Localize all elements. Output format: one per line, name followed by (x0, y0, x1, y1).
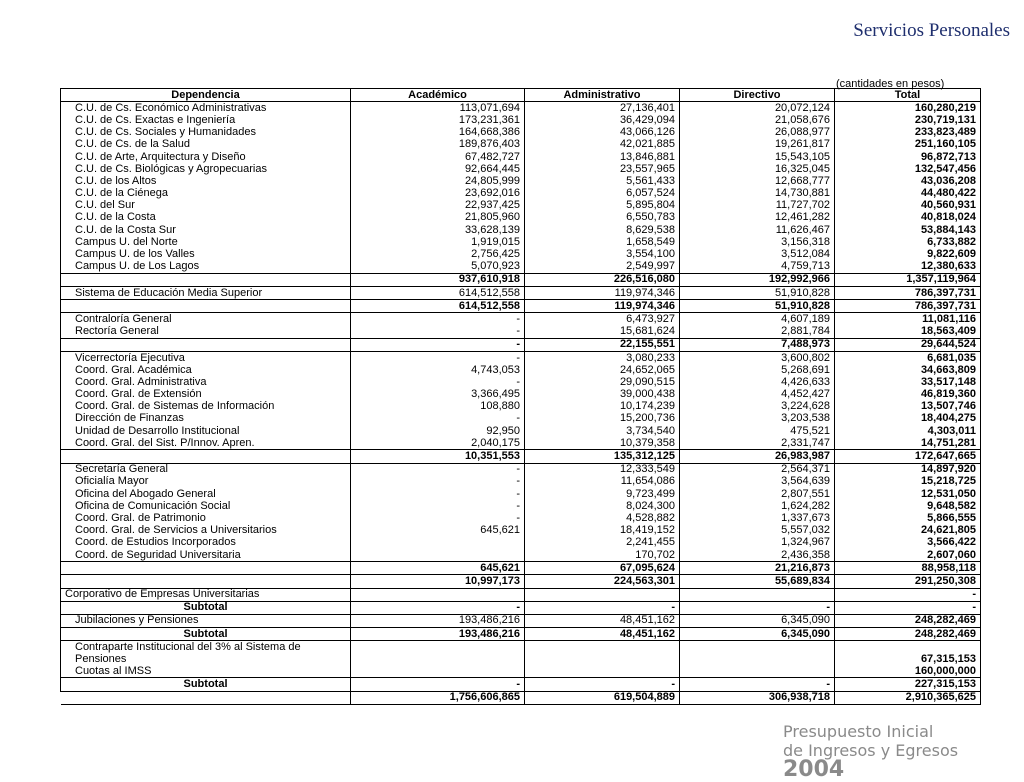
academico-cell: 2,756,425 (351, 248, 525, 260)
administrativo-cell: 619,504,889 (525, 691, 680, 704)
table-row (61, 224, 981, 236)
table-row (61, 476, 981, 488)
administrativo-cell: 18,419,152 (525, 525, 680, 537)
table-row (61, 212, 981, 224)
total-cell: 227,315,153 (835, 678, 981, 691)
subtotal-row (61, 575, 981, 588)
units-note: (cantidades en pesos) (836, 78, 945, 90)
academico-cell (351, 537, 525, 549)
academico-cell: - (351, 488, 525, 500)
administrativo-cell: 10,174,239 (525, 401, 680, 413)
administrativo-cell: 9,723,499 (525, 488, 680, 500)
administrativo-cell: 36,429,094 (525, 114, 680, 126)
total-cell: 46,819,360 (835, 389, 981, 401)
dependencia-cell: Contraparte Institucional del 3% al Sistema de Pensiones (61, 641, 351, 666)
footer-branding (783, 722, 1024, 780)
dependencia-cell: C.U. de la Costa Sur (61, 224, 351, 236)
administrativo-cell: 43,066,126 (525, 127, 680, 139)
academico-cell: - (351, 476, 525, 488)
directivo-cell: 3,156,318 (680, 236, 835, 248)
administrativo-cell: 15,681,624 (525, 326, 680, 339)
administrativo-cell: 2,549,997 (525, 261, 680, 274)
academico-cell: 92,950 (351, 425, 525, 437)
directivo-cell: 21,216,873 (680, 562, 835, 575)
total-cell: 13,507,746 (835, 401, 981, 413)
administrativo-cell: 22,155,551 (525, 338, 680, 351)
total-cell: 6,681,035 (835, 351, 981, 364)
academico-cell: 113,071,694 (351, 102, 525, 115)
academico-cell: - (351, 376, 525, 388)
total-cell: 9,648,582 (835, 500, 981, 512)
administrativo-cell: - (525, 601, 680, 614)
academico-cell: 1,919,015 (351, 236, 525, 248)
total-cell: 2,910,365,625 (835, 691, 981, 704)
dependencia-cell (61, 338, 351, 351)
total-cell: 3,566,422 (835, 537, 981, 549)
subtotal-row (61, 562, 981, 575)
directivo-cell: 306,938,718 (680, 691, 835, 704)
directivo-cell: 1,624,282 (680, 500, 835, 512)
total-cell: 233,823,489 (835, 127, 981, 139)
column-header: Administrativo (525, 89, 680, 102)
directivo-cell: 3,600,802 (680, 351, 835, 364)
directivo-cell: 19,261,817 (680, 139, 835, 151)
academico-cell: 1,756,606,865 (351, 691, 525, 704)
directivo-cell: 12,668,777 (680, 175, 835, 187)
dependencia-cell: Coord. de Seguridad Universitaria (61, 549, 351, 562)
total-cell: 29,644,524 (835, 338, 981, 351)
academico-cell: - (351, 326, 525, 339)
dependencia-cell: Subtotal (61, 678, 351, 691)
dependencia-cell: Coord. Gral. del Sist. P/Innov. Apren. (61, 437, 351, 450)
table-row (61, 665, 981, 678)
administrativo-cell (525, 641, 680, 666)
administrativo-cell: 15,200,736 (525, 413, 680, 425)
table-row (61, 287, 981, 300)
academico-cell: - (351, 500, 525, 512)
administrativo-cell: 24,652,065 (525, 364, 680, 376)
total-cell: 18,563,409 (835, 326, 981, 339)
table-body (61, 102, 981, 705)
total-cell: 40,560,931 (835, 200, 981, 212)
directivo-cell (680, 641, 835, 666)
budget-table (60, 88, 981, 705)
directivo-cell: 2,881,784 (680, 326, 835, 339)
administrativo-cell (525, 588, 680, 601)
table-row (61, 614, 981, 627)
administrativo-cell: 4,528,882 (525, 512, 680, 524)
dependencia-cell: Subtotal (61, 601, 351, 614)
administrativo-cell: 135,312,125 (525, 450, 680, 463)
administrativo-cell: 6,473,927 (525, 313, 680, 326)
table-row (61, 401, 981, 413)
total-cell: 248,282,469 (835, 614, 981, 627)
administrativo-cell: 2,241,455 (525, 537, 680, 549)
directivo-cell: 7,488,973 (680, 338, 835, 351)
table-row (61, 102, 981, 115)
total-cell: 88,958,118 (835, 562, 981, 575)
table-row (61, 200, 981, 212)
total-cell: 4,303,011 (835, 425, 981, 437)
table-row (61, 236, 981, 248)
dependencia-cell: Cuotas al IMSS (61, 665, 351, 678)
directivo-cell: 3,224,628 (680, 401, 835, 413)
administrativo-cell: 27,136,401 (525, 102, 680, 115)
administrativo-cell: 11,654,086 (525, 476, 680, 488)
academico-cell: 92,664,445 (351, 163, 525, 175)
academico-cell: 5,070,923 (351, 261, 525, 274)
academico-cell: 22,937,425 (351, 200, 525, 212)
table-row (61, 376, 981, 388)
dependencia-cell: C.U. del Sur (61, 200, 351, 212)
academico-cell: 33,628,139 (351, 224, 525, 236)
dependencia-cell (61, 691, 351, 704)
dependencia-cell: Coord. Gral. Académica (61, 364, 351, 376)
subtotal-row (61, 601, 981, 614)
total-cell: 14,897,920 (835, 463, 981, 476)
academico-cell (351, 641, 525, 666)
directivo-cell: 16,325,045 (680, 163, 835, 175)
subtotal-row (61, 338, 981, 351)
table-row (61, 114, 981, 126)
administrativo-cell: 12,333,549 (525, 463, 680, 476)
total-cell: - (835, 588, 981, 601)
table-row (61, 175, 981, 187)
academico-cell: 193,486,216 (351, 628, 525, 641)
dependencia-cell: C.U. de Arte, Arquitectura y Diseño (61, 151, 351, 163)
subtotal-row (61, 300, 981, 313)
table-row (61, 188, 981, 200)
administrativo-cell: 119,974,346 (525, 287, 680, 300)
dependencia-cell: Coord. Gral. de Sistemas de Información (61, 401, 351, 413)
total-cell: 12,380,633 (835, 261, 981, 274)
table-row (61, 389, 981, 401)
directivo-cell: 5,268,691 (680, 364, 835, 376)
administrativo-cell: 3,734,540 (525, 425, 680, 437)
total-cell: 33,517,148 (835, 376, 981, 388)
table-row (61, 512, 981, 524)
academico-cell: 645,621 (351, 525, 525, 537)
table-row (61, 364, 981, 376)
academico-cell: 2,040,175 (351, 437, 525, 450)
total-cell: 24,621,805 (835, 525, 981, 537)
subtotal-row (61, 450, 981, 463)
dependencia-cell: C.U. de la Costa (61, 212, 351, 224)
dependencia-cell: C.U. de Cs. Económico Administrativas (61, 102, 351, 115)
total-cell: 160,000,000 (835, 665, 981, 678)
total-cell: 160,280,219 (835, 102, 981, 115)
total-cell: 5,866,555 (835, 512, 981, 524)
dependencia-cell: C.U. de la Ciénega (61, 188, 351, 200)
administrativo-cell: 3,554,100 (525, 248, 680, 260)
academico-cell: 23,692,016 (351, 188, 525, 200)
table-row (61, 437, 981, 450)
table-row (61, 500, 981, 512)
academico-cell: - (351, 338, 525, 351)
directivo-cell: - (680, 678, 835, 691)
total-cell: 40,818,024 (835, 212, 981, 224)
academico-cell: - (351, 601, 525, 614)
dependencia-cell: Coord. Gral. Administrativa (61, 376, 351, 388)
dependencia-cell: Campus U. de los Valles (61, 248, 351, 260)
academico-cell: 4,743,053 (351, 364, 525, 376)
dependencia-cell: Coord. Gral. de Extensión (61, 389, 351, 401)
table-row (61, 488, 981, 500)
academico-cell: 645,621 (351, 562, 525, 575)
table-row (61, 326, 981, 339)
academico-cell: 937,610,918 (351, 273, 525, 286)
directivo-cell: 475,521 (680, 425, 835, 437)
total-cell: 132,547,456 (835, 163, 981, 175)
total-cell: 44,480,422 (835, 188, 981, 200)
academico-cell: - (351, 678, 525, 691)
subtotal-row (61, 628, 981, 641)
total-cell: 11,081,116 (835, 313, 981, 326)
academico-cell: 173,231,361 (351, 114, 525, 126)
administrativo-cell: 170,702 (525, 549, 680, 562)
footer-year: 2004 (783, 757, 845, 782)
dependencia-cell (61, 300, 351, 313)
table-row (61, 313, 981, 326)
directivo-cell (680, 665, 835, 678)
academico-cell (351, 588, 525, 601)
directivo-cell: - (680, 601, 835, 614)
dependencia-cell: Unidad de Desarrollo Institucional (61, 425, 351, 437)
directivo-cell: 1,337,673 (680, 512, 835, 524)
table-row (61, 261, 981, 274)
academico-cell: 21,805,960 (351, 212, 525, 224)
table-row (61, 351, 981, 364)
total-cell: 6,733,882 (835, 236, 981, 248)
academico-cell: - (351, 351, 525, 364)
academico-cell: 10,351,553 (351, 450, 525, 463)
table-row (61, 588, 981, 601)
dependencia-cell: C.U. de Cs. de la Salud (61, 139, 351, 151)
total-cell: 18,404,275 (835, 413, 981, 425)
dependencia-cell: Campus U. del Norte (61, 236, 351, 248)
total-cell: 2,607,060 (835, 549, 981, 562)
directivo-cell: 2,436,358 (680, 549, 835, 562)
directivo-cell: 3,512,084 (680, 248, 835, 260)
directivo-cell: 2,331,747 (680, 437, 835, 450)
directivo-cell: 15,543,105 (680, 151, 835, 163)
directivo-cell: 5,557,032 (680, 525, 835, 537)
dependencia-cell: Corporativo de Empresas Universitarias (61, 588, 351, 601)
directivo-cell: 2,807,551 (680, 488, 835, 500)
directivo-cell: 2,564,371 (680, 463, 835, 476)
directivo-cell: 4,452,427 (680, 389, 835, 401)
directivo-cell: 21,058,676 (680, 114, 835, 126)
administrativo-cell: 224,563,301 (525, 575, 680, 588)
administrativo-cell: 48,451,162 (525, 614, 680, 627)
table-row (61, 248, 981, 260)
directivo-cell: 55,689,834 (680, 575, 835, 588)
directivo-cell: 51,910,828 (680, 300, 835, 313)
table-row (61, 549, 981, 562)
dependencia-cell: Coord. de Estudios Incorporados (61, 537, 351, 549)
table-header-row (61, 89, 981, 102)
dependencia-cell: Jubilaciones y Pensiones (61, 614, 351, 627)
total-cell: 9,822,609 (835, 248, 981, 260)
administrativo-cell: 13,846,881 (525, 151, 680, 163)
dependencia-cell: Campus U. de Los Lagos (61, 261, 351, 274)
dependencia-cell: Subtotal (61, 628, 351, 641)
administrativo-cell: 29,090,515 (525, 376, 680, 388)
academico-cell: 164,668,386 (351, 127, 525, 139)
total-cell: 786,397,731 (835, 300, 981, 313)
administrativo-cell: 1,658,549 (525, 236, 680, 248)
directivo-cell: 4,759,713 (680, 261, 835, 274)
administrativo-cell (525, 665, 680, 678)
academico-cell: 3,366,495 (351, 389, 525, 401)
administrativo-cell: 42,021,885 (525, 139, 680, 151)
dependencia-cell (61, 450, 351, 463)
directivo-cell: 11,727,702 (680, 200, 835, 212)
administrativo-cell: 10,379,358 (525, 437, 680, 450)
administrativo-cell: 8,629,538 (525, 224, 680, 236)
total-cell: 53,884,143 (835, 224, 981, 236)
directivo-cell: 4,607,189 (680, 313, 835, 326)
administrativo-cell: 39,000,438 (525, 389, 680, 401)
directivo-cell: 20,072,124 (680, 102, 835, 115)
table-row (61, 127, 981, 139)
directivo-cell: 26,983,987 (680, 450, 835, 463)
administrativo-cell: 67,095,624 (525, 562, 680, 575)
table-row (61, 463, 981, 476)
footer-line-1: Presupuesto Inicial (783, 722, 934, 741)
page-title: Servicios Personales (853, 20, 1010, 41)
administrativo-cell: 5,895,804 (525, 200, 680, 212)
table-row (61, 413, 981, 425)
dependencia-cell: Oficialía Mayor (61, 476, 351, 488)
directivo-cell (680, 588, 835, 601)
table-row (61, 525, 981, 537)
directivo-cell: 11,626,467 (680, 224, 835, 236)
academico-cell: - (351, 463, 525, 476)
column-header: Total (835, 89, 981, 102)
dependencia-cell: Oficina del Abogado General (61, 488, 351, 500)
total-cell: 96,872,713 (835, 151, 981, 163)
total-cell: 67,315,153 (835, 641, 981, 666)
directivo-cell: 3,203,538 (680, 413, 835, 425)
total-cell: 172,647,665 (835, 450, 981, 463)
total-cell: 291,250,308 (835, 575, 981, 588)
column-header: Académico (351, 89, 525, 102)
administrativo-cell: 6,550,783 (525, 212, 680, 224)
directivo-cell: 1,324,967 (680, 537, 835, 549)
administrativo-cell: 6,057,524 (525, 188, 680, 200)
column-header: Directivo (680, 89, 835, 102)
directivo-cell: 4,426,633 (680, 376, 835, 388)
dependencia-cell (61, 562, 351, 575)
footer-line-2: de Ingresos y Egresos (783, 741, 959, 760)
table-row (61, 425, 981, 437)
total-cell: - (835, 601, 981, 614)
total-cell: 786,397,731 (835, 287, 981, 300)
administrativo-cell: 3,080,233 (525, 351, 680, 364)
dependencia-cell: C.U. de los Altos (61, 175, 351, 187)
academico-cell: 108,880 (351, 401, 525, 413)
column-header: Dependencia (61, 89, 351, 102)
academico-cell: - (351, 512, 525, 524)
total-cell: 34,663,809 (835, 364, 981, 376)
dependencia-cell: Rectoría General (61, 326, 351, 339)
directivo-cell: 6,345,090 (680, 628, 835, 641)
administrativo-cell: 5,561,433 (525, 175, 680, 187)
academico-cell: 189,876,403 (351, 139, 525, 151)
dependencia-cell: Secretaría General (61, 463, 351, 476)
table-row (61, 139, 981, 151)
academico-cell: 24,805,999 (351, 175, 525, 187)
administrativo-cell: 226,516,080 (525, 273, 680, 286)
table-row (61, 537, 981, 549)
academico-cell (351, 665, 525, 678)
table-row (61, 641, 981, 666)
academico-cell: 614,512,558 (351, 300, 525, 313)
table-row (61, 151, 981, 163)
dependencia-cell: Coord. Gral. de Patrimonio (61, 512, 351, 524)
academico-cell: - (351, 413, 525, 425)
administrativo-cell: 119,974,346 (525, 300, 680, 313)
dependencia-cell: Vicerrectoría Ejecutiva (61, 351, 351, 364)
academico-cell (351, 549, 525, 562)
total-cell: 1,357,119,964 (835, 273, 981, 286)
directivo-cell: 14,730,881 (680, 188, 835, 200)
academico-cell: 10,997,173 (351, 575, 525, 588)
academico-cell: 67,482,727 (351, 151, 525, 163)
total-cell: 12,531,050 (835, 488, 981, 500)
total-cell: 15,218,725 (835, 476, 981, 488)
total-cell: 248,282,469 (835, 628, 981, 641)
subtotal-row (61, 678, 981, 691)
total-cell: 251,160,105 (835, 139, 981, 151)
directivo-cell: 3,564,639 (680, 476, 835, 488)
dependencia-cell (61, 575, 351, 588)
dependencia-cell: Coord. Gral. de Servicios a Universitarios (61, 525, 351, 537)
administrativo-cell: 48,451,162 (525, 628, 680, 641)
subtotal-row (61, 273, 981, 286)
directivo-cell: 51,910,828 (680, 287, 835, 300)
administrativo-cell: - (525, 678, 680, 691)
dependencia-cell: C.U. de Cs. Exactas e Ingeniería (61, 114, 351, 126)
dependencia-cell: Sistema de Educación Media Superior (61, 287, 351, 300)
academico-cell: 614,512,558 (351, 287, 525, 300)
table-row (61, 163, 981, 175)
dependencia-cell: C.U. de Cs. Biológicas y Agropecuarias (61, 163, 351, 175)
dependencia-cell: C.U. de Cs. Sociales y Humanidades (61, 127, 351, 139)
dependencia-cell: Dirección de Finanzas (61, 413, 351, 425)
academico-cell: - (351, 313, 525, 326)
academico-cell: 193,486,216 (351, 614, 525, 627)
directivo-cell: 26,088,977 (680, 127, 835, 139)
dependencia-cell (61, 273, 351, 286)
total-cell: 14,751,281 (835, 437, 981, 450)
dependencia-cell: Contraloría General (61, 313, 351, 326)
subtotal-row (61, 691, 981, 704)
directivo-cell: 12,461,282 (680, 212, 835, 224)
administrativo-cell: 8,024,300 (525, 500, 680, 512)
dependencia-cell: Oficina de Comunicación Social (61, 500, 351, 512)
administrativo-cell: 23,557,965 (525, 163, 680, 175)
directivo-cell: 6,345,090 (680, 614, 835, 627)
directivo-cell: 192,992,966 (680, 273, 835, 286)
total-cell: 230,719,131 (835, 114, 981, 126)
total-cell: 43,036,208 (835, 175, 981, 187)
